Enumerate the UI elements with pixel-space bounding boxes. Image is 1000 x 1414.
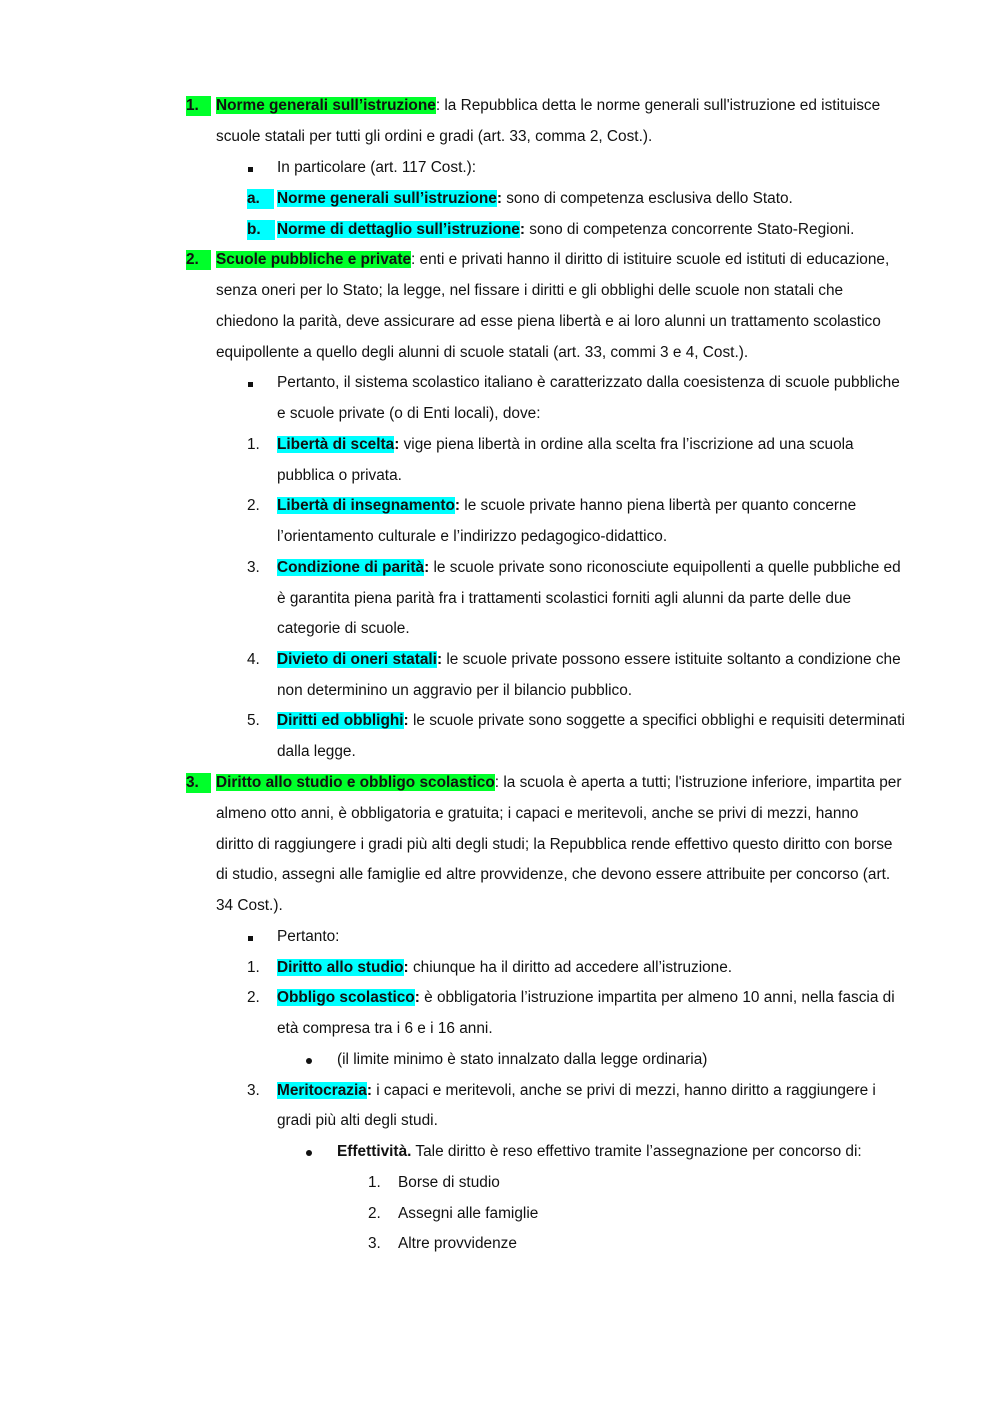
section-1-number: 1.: [186, 96, 211, 116]
item-a-colon: :: [496, 190, 502, 207]
item-a-text: sono di competenza esclusiva dello Stato.: [501, 190, 793, 207]
means-3-number: 3.: [368, 1235, 381, 1252]
principle-3-colon: :: [424, 559, 430, 576]
principle-5-number: 5.: [247, 712, 260, 729]
section-3-line-3: diritto di raggiungere i gradi più alti degli studi; la Repubblica rende effettivo questo diritto con borse: [216, 836, 893, 853]
principle-3-title: Condizione di parità: [277, 559, 425, 576]
means-2-number: 2.: [368, 1205, 381, 1222]
section-1-bullet: In particolare (art. 117 Cost.):: [277, 159, 477, 176]
effectiveness-title: Effettività.: [337, 1143, 412, 1160]
principle-3-line-3: categorie di scuole.: [277, 620, 410, 637]
section-3-title: Diritto allo studio e obbligo scolastico: [216, 774, 495, 791]
consequence-2-title: Obbligo scolastico: [277, 989, 415, 1006]
principle-1-text: vige piena libertà in ordine alla scelta fra l’iscrizione ad una scuola: [399, 436, 854, 453]
consequence-1-number: 1.: [247, 959, 260, 976]
round-bullet-icon: [306, 1050, 312, 1070]
consequence-1-colon: :: [403, 959, 409, 976]
item-b-title: Norme di dettaglio sull’istruzione: [277, 221, 520, 238]
item-b-text: sono di competenza concorrente Stato-Regioni.: [525, 221, 855, 238]
section-3-line-2: almeno otto anni, è obbligatoria e gratuita; i capaci e meritevoli, anche se privi di mezzi, hanno: [216, 805, 859, 822]
consequence-2-line-2: età compresa tra i 6 e i 16 anni.: [277, 1020, 493, 1037]
principle-2-title: Libertà di insegnamento: [277, 497, 455, 514]
consequence-2-number: 2.: [247, 989, 260, 1006]
effectiveness-line: [337, 1142, 862, 1162]
consequence-3-colon: :: [366, 1082, 372, 1099]
principle-4-number: 4.: [247, 651, 260, 668]
square-bullet-icon: [248, 373, 253, 393]
principle-3-text: le scuole private sono riconosciute equipollenti a quelle pubbliche ed: [429, 559, 901, 576]
principle-3: [277, 558, 901, 578]
principle-5-title: Diritti ed obblighi: [277, 712, 404, 729]
consequence-3-text: i capaci e meritevoli, anche se privi di mezzi, hanno diritto a raggiungere i: [371, 1082, 876, 1099]
consequence-3-line-2: gradi più alti degli studi.: [277, 1112, 438, 1129]
section-2-line-1: [216, 250, 889, 270]
consequence-3-title: Meritocrazia: [277, 1082, 367, 1099]
principle-2-text: le scuole private hanno piena libertà per quanto concerne: [460, 497, 857, 514]
consequence-2-colon: :: [414, 989, 420, 1006]
item-b-colon: :: [519, 221, 525, 238]
consequence-2: [277, 988, 895, 1008]
means-3-label: Altre provvidenze: [398, 1235, 517, 1252]
principle-5-line-2: dalla legge.: [277, 743, 356, 760]
principle-3-number: 3.: [247, 559, 260, 576]
principle-2-number: 2.: [247, 497, 260, 514]
section-3-line-5: 34 Cost.).: [216, 897, 283, 914]
consequence-3-number: 3.: [247, 1082, 260, 1099]
section-2-text: : enti e privati hanno il diritto di istituire scuole ed istituti di educazione,: [411, 251, 890, 268]
consequence-3: [277, 1081, 876, 1101]
section-3-line-1: [216, 773, 901, 793]
section-3-number: 3.: [186, 773, 211, 793]
section-2-bullet-line-1: Pertanto, il sistema scolastico italiano è caratterizzato dalla coesistenza di scuole pubbliche: [277, 374, 900, 391]
principle-4-line-2: non determinino un aggravio per il bilancio pubblico.: [277, 682, 633, 699]
principle-1-title: Libertà di scelta: [277, 436, 395, 453]
round-bullet-icon: [306, 1142, 312, 1162]
section-2-line-2: senza oneri per lo Stato; la legge, nel fissare i diritti e gli obblighi delle scuole non statali che: [216, 282, 844, 299]
section-2-line-3: chiedono la parità, deve assicurare ad esse piena libertà e ai loro alunni un trattamento scolastico: [216, 313, 881, 330]
principle-1-line-2: pubblica o privata.: [277, 467, 402, 484]
section-2-title: Scuole pubbliche e private: [216, 251, 411, 268]
principle-4-title: Divieto di oneri statali: [277, 651, 437, 668]
item-a-title: Norme generali sull’istruzione: [277, 190, 497, 207]
consequence-2-text: è obbligatoria l’istruzione impartita per almeno 10 anni, nella fascia di: [419, 989, 895, 1006]
principle-2-colon: :: [454, 497, 461, 514]
principle-4: [277, 650, 901, 670]
section-2-number: 2.: [186, 250, 211, 270]
consequence-1: [277, 958, 732, 978]
principle-1: [277, 435, 854, 455]
means-2-label: Assegni alle famiglie: [398, 1205, 539, 1222]
means-1-number: 1.: [368, 1174, 381, 1191]
section-1-text: : la Repubblica detta le norme generali sull'istruzione ed istituisce: [435, 97, 881, 114]
consequence-1-title: Diritto allo studio: [277, 959, 404, 976]
principle-5: [277, 711, 905, 731]
principle-4-text: le scuole private possono essere istituite soltanto a condizione che: [442, 651, 901, 668]
section-1-line-1: [216, 96, 880, 116]
principle-4-colon: :: [436, 651, 443, 668]
item-a-marker: a.: [247, 189, 274, 209]
section-2-line-4: equipollente a quello degli alunni di scuole statali (art. 33, commi 3 e 4, Cost.).: [216, 344, 749, 361]
section-3-line-4: di studio, assegni alle famiglie ed altre provvidenze, che devono essere attribuite per concorso (art.: [216, 866, 891, 883]
principle-3-line-2: è garantita piena parità fra i trattamenti scolastici forniti agli alunni da parte delle due: [277, 590, 852, 607]
means-1-label: Borse di studio: [398, 1174, 500, 1191]
principle-2: [277, 496, 856, 516]
principle-1-number: 1.: [247, 436, 260, 453]
effectiveness-text: Tale diritto è reso effettivo tramite l’assegnazione per concorso di:: [411, 1143, 862, 1160]
consequence-2-note: (il limite minimo è stato innalzato dalla legge ordinaria): [337, 1051, 708, 1068]
section-1-line-2: scuole statali per tutti gli ordini e gradi (art. 33, comma 2, Cost.).: [216, 128, 653, 145]
section-2-bullet-line-2: e scuole private (o di Enti locali), dove:: [277, 405, 541, 422]
section-3-text: : la scuola è aperta a tutti; l'istruzione inferiore, impartita per: [494, 774, 902, 791]
consequence-1-text: chiunque ha il diritto ad accedere all’istruzione.: [408, 959, 733, 976]
square-bullet-icon: [248, 927, 253, 947]
section-3-bullet: Pertanto:: [277, 928, 340, 945]
square-bullet-icon: [248, 158, 253, 178]
principle-1-colon: :: [394, 436, 400, 453]
section-1-title: Norme generali sull’istruzione: [216, 97, 436, 114]
item-b-marker: b.: [247, 220, 275, 240]
principle-2-line-2: l’orientamento culturale e l’indirizzo pedagogico-didattico.: [277, 528, 668, 545]
principle-5-text: le scuole private sono soggette a specifici obblighi e requisiti determinati: [408, 712, 905, 729]
item-b: [277, 220, 854, 240]
item-a: [277, 189, 793, 209]
principle-5-colon: :: [403, 712, 409, 729]
